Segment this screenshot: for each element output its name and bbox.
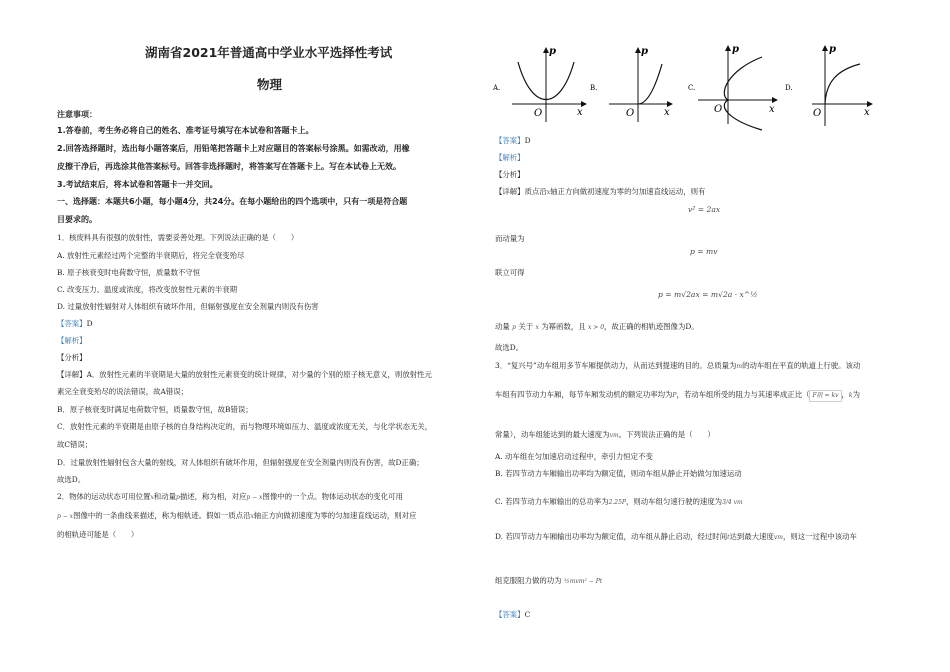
detail-line: 而动量为 bbox=[495, 234, 525, 243]
graph-option-a[interactable] bbox=[492, 46, 586, 122]
stem-text: ， bbox=[841, 390, 849, 399]
detail-line: 故C错误； bbox=[57, 440, 93, 449]
detail-line: A．放射性元素的半衰期是大量的放射性元素衰变的统计规律，对少量的个别的原子核无意义，则放射性元 bbox=[86, 370, 432, 379]
condition-x-positive: x > 0 bbox=[587, 324, 605, 331]
q2-conclusion bbox=[495, 322, 699, 333]
answer-label: 【答案】 bbox=[495, 610, 525, 619]
graph-option-b[interactable] bbox=[590, 46, 672, 122]
q1-option-b: B. 原子核衰变时电荷数守恒，质量数不守恒 bbox=[57, 268, 201, 277]
formula-speed: 3/4 vm bbox=[722, 499, 743, 506]
q3-option-d bbox=[495, 532, 857, 543]
q1-option-d: D. 过量放射性辐射对人体组织有破坏作用，但辐射强度在安全剂量内则没有伤害 bbox=[57, 302, 319, 311]
option-label: B. bbox=[590, 84, 598, 92]
detail-line: B．原子核衰变时满足电荷数守恒，质量数守恒，故B错误； bbox=[57, 405, 253, 414]
detail-line: 故选D。 bbox=[57, 475, 86, 484]
q3-option-d-cont bbox=[495, 576, 602, 587]
resistance-formula: F阻 = kv bbox=[809, 390, 841, 402]
detail-text: 关于 bbox=[518, 322, 534, 331]
stem-text: 为 bbox=[852, 390, 860, 399]
detail-line: D．过量放射性辐射包含大量的射线，对人体组织有破坏作用，但辐射强度在安全剂量内则没有伤害，故D正确； bbox=[57, 458, 424, 467]
axis-label-x: x bbox=[664, 107, 670, 118]
stem-text: 的动车组在平直的轨道上行驶。该动 bbox=[742, 361, 861, 370]
detail-text: 质点沿 bbox=[524, 187, 547, 196]
option-text: 达到最大速度 bbox=[729, 532, 774, 541]
symbol-vm: vm bbox=[773, 534, 783, 541]
section-heading-cont: 目要求的。 bbox=[57, 215, 97, 224]
detail-line: 素完全衰变殆尽的说法错误，故A错误； bbox=[57, 387, 188, 396]
detail-text: 为幂函数，且 bbox=[541, 322, 586, 331]
option-text: ，则动车组匀速行驶的速度为 bbox=[625, 497, 723, 506]
stem-text: 2．物体的运动状态可用位置 bbox=[57, 492, 151, 501]
notice-item: 3.考试结束后，将本试卷和答题卡一并交回。 bbox=[57, 180, 218, 189]
q1-analysis-tag: 【解析】 bbox=[57, 336, 87, 345]
q2-stem-line3: 的相轨迹可能是（ ） bbox=[57, 530, 139, 539]
q3-stem-line1 bbox=[495, 361, 860, 372]
graph-option-c[interactable] bbox=[688, 44, 777, 130]
stem-text: 描述，称为相，对应 bbox=[179, 492, 247, 501]
symbol-vm: vm bbox=[609, 432, 619, 439]
origin-label: O bbox=[714, 104, 723, 115]
symbol-x: x bbox=[250, 513, 254, 520]
stem-text: 图像中的一个点。物体运动状态的变化可用 bbox=[262, 492, 403, 501]
q3-option-a: A. 动车组在匀加速启动过程中，牵引力恒定不变 bbox=[495, 452, 653, 461]
phase-curve bbox=[724, 57, 762, 130]
axis-label-p: p bbox=[732, 44, 739, 55]
axis-label-x: x bbox=[577, 107, 583, 118]
notice-item: 2.回答选择题时，选出每小题答案后，用铅笔把答题卡上对应题目的答案标号涂黑。如需改动，用橡 bbox=[57, 144, 410, 153]
option-label: C. bbox=[688, 84, 696, 92]
symbol-px: p − x bbox=[246, 494, 263, 501]
detail-text: ，故正确的相轨迹图像为D。 bbox=[604, 322, 699, 331]
origin-label: O bbox=[534, 108, 543, 119]
q3-stem-line2 bbox=[495, 390, 860, 402]
q2-analysis-tag: 【解析】 bbox=[495, 153, 525, 162]
symbol-x: x bbox=[546, 189, 551, 196]
q3-answer bbox=[495, 610, 530, 620]
q2-answer bbox=[495, 136, 531, 146]
stem-text: 图像中的一条曲线来描述，称为相轨迹。假如一质点沿 bbox=[73, 511, 251, 520]
q1-detail bbox=[57, 370, 432, 380]
formula-power: 2.25P bbox=[608, 499, 626, 506]
symbol-p: p bbox=[175, 494, 180, 501]
axis-label-p: p bbox=[549, 46, 556, 57]
stem-text: 3．“复兴号”动车组用多节车厢提供动力，从而达到提速的目的。总质量为 bbox=[495, 361, 737, 370]
option-label: A. bbox=[493, 84, 501, 92]
option-text: C. 若四节动力车厢输出的总功率为 bbox=[495, 497, 609, 506]
q3-stem-line3 bbox=[495, 430, 715, 441]
q2-graph-options bbox=[492, 42, 917, 132]
stem-text: 车组有四节动力车厢，每节车厢发动机的额定功率均为 bbox=[495, 390, 673, 399]
q1-answer bbox=[57, 319, 93, 329]
origin-label: O bbox=[813, 108, 822, 119]
axis-label-x: x bbox=[769, 104, 775, 115]
subject-title: 物理 bbox=[257, 77, 283, 92]
q1-stem: 1．核废料具有很强的放射性，需要妥善处理。下列说法正确的是（ ） bbox=[57, 233, 299, 242]
stem-text: 。下列说法正确的是（ ） bbox=[618, 430, 715, 439]
exam-title: 湖南省2021年普通高中学业水平选择性考试 bbox=[145, 45, 393, 60]
formula-work: ½mvm² − Pt bbox=[563, 578, 603, 585]
option-text: ，则这一过程中该动车 bbox=[782, 532, 857, 541]
section-heading: 一、选择题：本题共6小题，每小题4分，共24分。在每小题给出的四个选项中，只有一项是符合题 bbox=[57, 197, 408, 206]
answer-value: D bbox=[524, 136, 531, 145]
q3-option-b: B. 若四节动力车厢输出功率均为额定值，则动车组从静止开始做匀加速运动 bbox=[495, 469, 742, 478]
detail-text: 轴正方向做初速度为零的匀加速直线运动，则有 bbox=[550, 187, 706, 196]
symbol-P: P bbox=[672, 392, 677, 399]
stem-text: 和动量 bbox=[153, 492, 176, 501]
q1-option-c: C. 改变压力、温度或浓度，将改变放射性元素的半衰期 bbox=[57, 285, 238, 294]
formula-combined: p = m√2ax = m√2a · x^½ bbox=[658, 290, 758, 299]
q3-option-c bbox=[495, 497, 743, 508]
symbol-k: k bbox=[848, 392, 853, 399]
q2-stem-line2 bbox=[57, 511, 416, 522]
phase-curve bbox=[825, 64, 860, 104]
detail-line: 联立可得 bbox=[495, 268, 525, 277]
axis-label-p: p bbox=[641, 46, 648, 57]
symbol-x: x bbox=[535, 324, 539, 331]
axis-label-p: p bbox=[829, 44, 836, 55]
stem-text: 常量），动车组能达到的最大速度为 bbox=[495, 430, 610, 439]
formula-v2: v² = 2ax bbox=[688, 205, 721, 214]
symbol-x: x bbox=[150, 494, 154, 501]
answer-label: 【答案】 bbox=[495, 136, 525, 145]
symbol-t: t bbox=[727, 534, 730, 541]
answer-value: D bbox=[86, 319, 93, 328]
phase-curve bbox=[638, 64, 662, 104]
answer-value: C bbox=[524, 610, 531, 619]
detail-line: C．放射性元素的半衰期是由原子核的自身结构决定的，而与物理环境如压力、温度或浓度无关，与化学状态无关， bbox=[57, 422, 433, 431]
option-text: 组克服阻力做的功为 bbox=[495, 576, 562, 585]
detail-line: 故选D。 bbox=[495, 343, 524, 352]
option-text: D. 若四节动力车厢输出功率均为额定值，动车组从静止启动，经过时间 bbox=[495, 532, 728, 541]
origin-label: O bbox=[626, 108, 635, 119]
q2-analysis-label: 【分析】 bbox=[495, 170, 525, 179]
notice-item: 皮擦干净后，再选涂其他答案标号。回答非选择题时，将答案写在答题卡上。写在本试卷上无效。 bbox=[57, 162, 401, 171]
axis-label-x: x bbox=[864, 107, 870, 118]
detail-label: 【详解】 bbox=[495, 187, 525, 196]
stem-text: 轴正方向做初速度为零的匀加速直线运动，则对应 bbox=[253, 511, 417, 520]
symbol-p: p bbox=[512, 324, 516, 331]
notice-heading: 注意事项： bbox=[57, 110, 97, 119]
q1-option-a: A. 放射性元素经过两个完整的半衰期后，将完全衰变殆尽 bbox=[57, 251, 245, 260]
option-label: D. bbox=[785, 84, 793, 92]
q2-stem-line1 bbox=[57, 492, 403, 503]
notice-item: 1.答卷前，考生务必将自己的姓名、准考证号填写在本试卷和答题卡上。 bbox=[57, 126, 314, 135]
stem-text: ，若动车组所受的阻力与其速率成正比（ bbox=[676, 390, 810, 399]
detail-text: 动量 bbox=[495, 322, 510, 331]
symbol-m: m bbox=[736, 363, 743, 370]
symbol-px: p − x bbox=[57, 513, 74, 520]
formula-momentum: p = mv bbox=[690, 247, 718, 256]
q2-detail bbox=[495, 187, 705, 198]
answer-label: 【答案】 bbox=[57, 319, 87, 328]
detail-label: 【详解】 bbox=[57, 370, 87, 379]
q1-analysis-label: 【分析】 bbox=[57, 353, 87, 362]
graph-option-d[interactable] bbox=[785, 44, 872, 126]
